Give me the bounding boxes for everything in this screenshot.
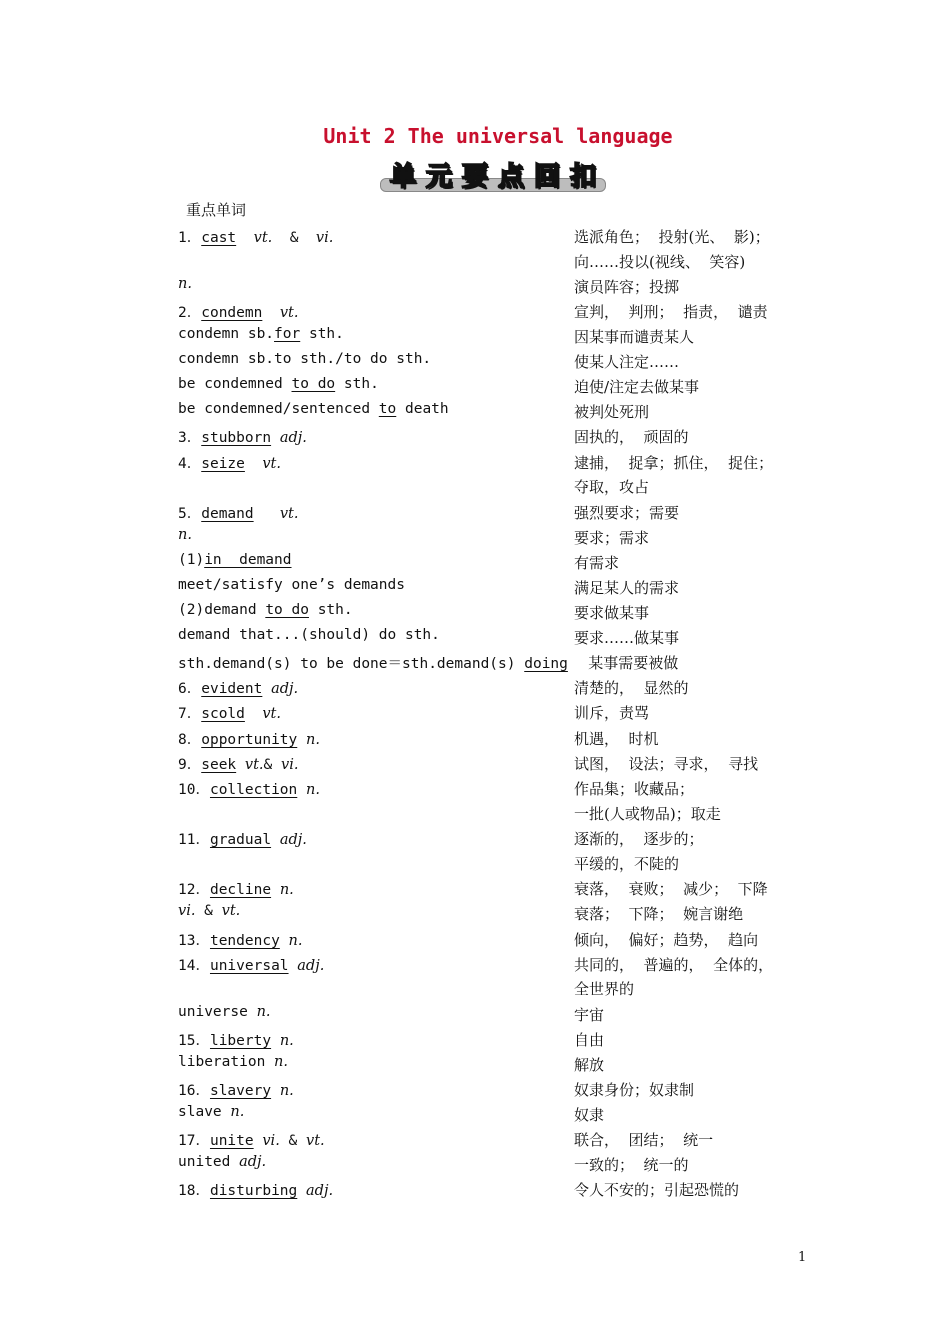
vocab-definition: 要求；需求 (574, 529, 650, 547)
vocab-row (0, 301, 950, 326)
keyword: universal (209, 958, 289, 974)
term-text (297, 1183, 306, 1199)
vocab-term (178, 1079, 294, 1100)
part-of-speech: n. (274, 1054, 288, 1070)
banner-char: 元 (425, 161, 452, 192)
term-text: 6． (178, 681, 202, 697)
term-text: sth. (300, 326, 344, 342)
vocab-definition: 满足某人的需求 (574, 579, 680, 597)
keyword: scold (201, 706, 245, 722)
vocab-row (0, 702, 950, 727)
term-text: 3． (178, 430, 202, 446)
term-text (254, 506, 280, 522)
vocab-row (0, 1054, 950, 1079)
keyword: seek (201, 757, 237, 773)
part-of-speech: n. (178, 276, 192, 292)
vocab-term (178, 652, 568, 673)
term-text (262, 681, 271, 697)
keyword: condemn (201, 305, 263, 321)
vocab-row (0, 476, 950, 501)
vocab-row (0, 1154, 950, 1179)
vocab-row (0, 502, 950, 527)
keyword: unite (209, 1133, 254, 1149)
part-of-speech: vt. (306, 1133, 325, 1149)
keyword: doing (524, 656, 568, 672)
vocab-definition: 令人不安的；引起恐慌的 (574, 1181, 740, 1199)
vocab-term (178, 828, 307, 849)
term-text: sth. (335, 376, 379, 392)
keyword: to (378, 401, 397, 417)
part-of-speech: vt. (262, 706, 281, 722)
banner-char: 回 (533, 161, 560, 192)
vocab-definition: 宣判， 判刑； 指责， 谴责 (574, 303, 768, 321)
vocab-row (0, 1004, 950, 1029)
term-text (280, 933, 289, 949)
vocab-row (0, 828, 950, 853)
keyword: to do (265, 602, 309, 618)
vocab-definition: 作品集；收藏品； (574, 780, 695, 798)
vocab-term (178, 401, 449, 417)
keyword: for (274, 326, 301, 342)
term-text: 2． (178, 305, 202, 321)
vocab-term (178, 1104, 244, 1120)
term-text: 10． (178, 782, 210, 798)
vocab-term (178, 226, 333, 247)
term-text (271, 430, 280, 446)
term-text: 11． (178, 832, 210, 848)
vocab-term (178, 954, 324, 975)
vocab-definition: 奴隶身份；奴隶制 (574, 1081, 695, 1099)
vocab-definition: 一致的； 统一的 (574, 1156, 689, 1174)
vocab-row (0, 376, 950, 401)
keyword: collection (209, 782, 298, 798)
vocab-term (178, 753, 298, 774)
term-text: & (279, 1133, 307, 1149)
part-of-speech: n. (279, 1083, 294, 1099)
vocab-row (0, 929, 950, 954)
section-banner (380, 156, 606, 192)
vocab-term (178, 728, 320, 749)
vocab-definition: 要求……做某事 (574, 629, 680, 647)
vocab-definition: 清楚的， 显然的 (574, 679, 689, 697)
term-text: & (263, 757, 281, 773)
term-text (297, 782, 306, 798)
term-text: universe (178, 1004, 257, 1020)
term-text: 17． (178, 1133, 210, 1149)
part-of-speech: adj. (279, 832, 307, 848)
banner-char: 单 (389, 161, 416, 192)
term-text: 16． (178, 1083, 210, 1099)
term-text: 14． (178, 958, 210, 974)
vocab-definition: 逮捕， 捉拿；抓住， 捉住； (574, 454, 774, 472)
vocab-definition: 训斥，责骂 (574, 704, 650, 722)
part-of-speech: adj. (271, 681, 299, 697)
term-text: united (178, 1154, 240, 1170)
term-text (271, 1033, 280, 1049)
vocab-definition: 逐渐的， 逐步的； (574, 830, 704, 848)
part-of-speech: adj. (306, 1183, 334, 1199)
vocab-row (0, 853, 950, 878)
vocab-term (178, 702, 281, 723)
vocab-term (178, 426, 307, 447)
banner-char: 点 (497, 161, 524, 192)
term-text (271, 882, 280, 898)
vocab-row (0, 452, 950, 477)
vocab-definition: 迫使/注定去做某事 (574, 378, 700, 396)
term-text: 12． (178, 882, 210, 898)
vocab-definition: 因某事而谴责某人 (574, 328, 695, 346)
vocab-definition: 某事需要被做 (574, 654, 679, 672)
part-of-speech: adj. (297, 958, 325, 974)
keyword: cast (201, 230, 237, 246)
vocab-definition: 解放 (574, 1056, 605, 1074)
vocab-term (178, 602, 353, 618)
term-text: & (272, 230, 316, 246)
vocab-definition: 试图， 设法；寻求， 寻找 (574, 755, 759, 773)
vocab-row (0, 978, 950, 1003)
part-of-speech: n. (306, 732, 320, 748)
term-text: 1． (178, 230, 202, 246)
vocab-row (0, 426, 950, 451)
part-of-speech: vi. (262, 1133, 280, 1149)
vocab-definition: 使某人注定…… (574, 353, 680, 371)
part-of-speech: adj. (279, 430, 307, 446)
vocab-term (178, 878, 294, 899)
vocab-row (0, 527, 950, 552)
term-text: condemn sb. (178, 326, 275, 342)
vocab-row (0, 577, 950, 602)
banner-char: 扣 (569, 161, 596, 192)
vocab-row (0, 652, 950, 677)
keyword: to do (291, 376, 336, 392)
vocab-definition: 奴隶 (574, 1106, 605, 1124)
keyword: evident (201, 681, 263, 697)
vocab-term (178, 577, 405, 593)
vocab-definition: 演员阵容；投掷 (574, 278, 680, 296)
part-of-speech: vt. (253, 230, 273, 246)
part-of-speech: vt. (221, 903, 241, 919)
term-text: meet/satisfy one’s demands (178, 577, 405, 593)
part-of-speech: n. (288, 933, 303, 949)
part-of-speech: vt. (279, 506, 299, 522)
keyword: gradual (209, 832, 272, 848)
term-text: 18． (178, 1183, 210, 1199)
vocab-row (0, 326, 950, 351)
vocab-term (178, 376, 379, 392)
keyword: seize (201, 456, 245, 472)
term-text: 9． (178, 757, 202, 773)
vocab-definition: 联合， 团结； 统一 (574, 1131, 714, 1149)
term-text (297, 732, 306, 748)
keyword: stubborn (201, 430, 272, 446)
vocab-term (178, 1129, 325, 1150)
keyword: liberty (209, 1033, 272, 1049)
term-text: 5． (178, 506, 202, 522)
vocab-definition: 平缓的，不陡的 (574, 855, 680, 873)
vocab-definition: 固执的， 顽固的 (574, 428, 689, 446)
term-text: death (396, 401, 449, 417)
term-text (245, 456, 262, 472)
vocab-definition: 衰落， 衰败； 减少； 下降 (574, 880, 768, 898)
vocab-term (178, 627, 440, 643)
vocab-row (0, 954, 950, 979)
vocab-definition: 夺取，攻占 (574, 478, 650, 496)
vocab-term (178, 1179, 333, 1200)
vocab-definition: 倾向， 偏好；趋势， 趋向 (574, 931, 759, 949)
vocab-row (0, 251, 950, 276)
vocab-term (178, 301, 298, 322)
vocab-row (0, 677, 950, 702)
vocab-row (0, 1079, 950, 1104)
keyword: opportunity (201, 732, 298, 748)
vocab-term (178, 276, 192, 292)
part-of-speech: n. (230, 1104, 245, 1120)
vocab-definition: 宇宙 (574, 1006, 605, 1024)
vocab-term (178, 929, 303, 950)
term-text: slave (178, 1104, 231, 1120)
vocab-term (178, 903, 240, 919)
vocab-definition: 衰落； 下降； 婉言谢绝 (574, 905, 744, 923)
vocab-row (0, 552, 950, 577)
term-text: liberation (178, 1054, 275, 1070)
term-text: demand that...(should) do sth. (178, 627, 440, 643)
term-text (289, 958, 298, 974)
vocab-row (0, 226, 950, 251)
term-text (236, 230, 253, 246)
part-of-speech: vt. (262, 456, 281, 472)
term-text (271, 1083, 280, 1099)
vocab-definition: 机遇， 时机 (574, 730, 659, 748)
vocab-row (0, 351, 950, 376)
vocab-definition: 要求做某事 (574, 604, 650, 622)
vocab-row (0, 602, 950, 627)
vocab-row (0, 1104, 950, 1129)
vocab-term (178, 552, 292, 568)
vocab-row (0, 803, 950, 828)
term-text: 15． (178, 1033, 210, 1049)
vocab-definition: 被判处死刑 (574, 403, 650, 421)
part-of-speech: vi. (281, 757, 299, 773)
part-of-speech: vt. (279, 305, 299, 321)
keyword: demand (201, 506, 254, 522)
term-text: sth. (308, 602, 353, 618)
page-title: Unit 2 The universal language (323, 124, 673, 148)
term-text: (2)demand (178, 602, 266, 618)
term-text: sth.demand(s) to be done＝sth.demand(s) (178, 656, 525, 672)
part-of-speech: vi. (178, 903, 196, 919)
vocab-row (0, 627, 950, 652)
vocab-term (178, 1154, 266, 1170)
term-text (236, 757, 245, 773)
vocab-definition: 全世界的 (574, 980, 635, 998)
term-text: be condemned (178, 376, 292, 392)
vocab-row (0, 276, 950, 301)
term-text: 4． (178, 456, 202, 472)
term-text: 13． (178, 933, 210, 949)
vocab-row (0, 1029, 950, 1054)
vocab-definition: 共同的， 普遍的， 全体的， (574, 956, 774, 974)
vocab-row (0, 753, 950, 778)
vocab-row (0, 401, 950, 426)
vocab-term (178, 1054, 288, 1070)
keyword: slavery (209, 1083, 272, 1099)
vocab-term (178, 778, 320, 799)
vocab-definition: 有需求 (574, 554, 620, 572)
vocab-term (178, 502, 298, 523)
term-text: condemn sb.to sth./to do sth. (178, 351, 432, 367)
part-of-speech: n. (256, 1004, 271, 1020)
part-of-speech: vt. (244, 757, 264, 773)
part-of-speech: n. (279, 1033, 294, 1049)
keyword: disturbing (209, 1183, 298, 1199)
part-of-speech: n. (178, 527, 192, 543)
part-of-speech: n. (306, 782, 320, 798)
vocab-definition: 向……投以(视线、 笑容) (574, 253, 746, 271)
part-of-speech: n. (279, 882, 294, 898)
term-text: 7． (178, 706, 202, 722)
vocab-row (0, 728, 950, 753)
term-text: (1) (178, 552, 205, 568)
vocab-definition: 一批(人或物品)；取走 (574, 805, 721, 823)
vocab-row (0, 878, 950, 903)
vocab-term (178, 326, 344, 342)
term-text: be condemned/sentenced (178, 401, 379, 417)
banner-char: 要 (461, 161, 488, 192)
vocab-row (0, 1179, 950, 1204)
vocab-term (178, 527, 192, 543)
term-text: & (195, 903, 222, 919)
vocab-term (178, 452, 281, 473)
keyword: in demand (204, 552, 292, 568)
vocab-definition: 强烈要求；需要 (574, 504, 680, 522)
term-text (245, 706, 262, 722)
vocab-row (0, 778, 950, 803)
keyword: decline (209, 882, 272, 898)
term-text (262, 305, 279, 321)
vocab-definition: 自由 (574, 1031, 605, 1049)
vocab-term (178, 351, 431, 367)
vocab-definition: 选派角色； 投射(光、 影)； (574, 228, 770, 246)
part-of-speech: adj. (239, 1154, 267, 1170)
page-number: 1 (798, 1250, 807, 1265)
vocab-term (178, 1004, 271, 1020)
vocab-row (0, 1129, 950, 1154)
vocab-term (178, 1029, 294, 1050)
term-text: 8． (178, 732, 202, 748)
section-heading: 重点单词 (186, 201, 247, 219)
vocab-row (0, 903, 950, 928)
keyword: tendency (209, 933, 280, 949)
vocab-term (178, 677, 298, 698)
part-of-speech: vi. (315, 230, 334, 246)
term-text (271, 832, 280, 848)
